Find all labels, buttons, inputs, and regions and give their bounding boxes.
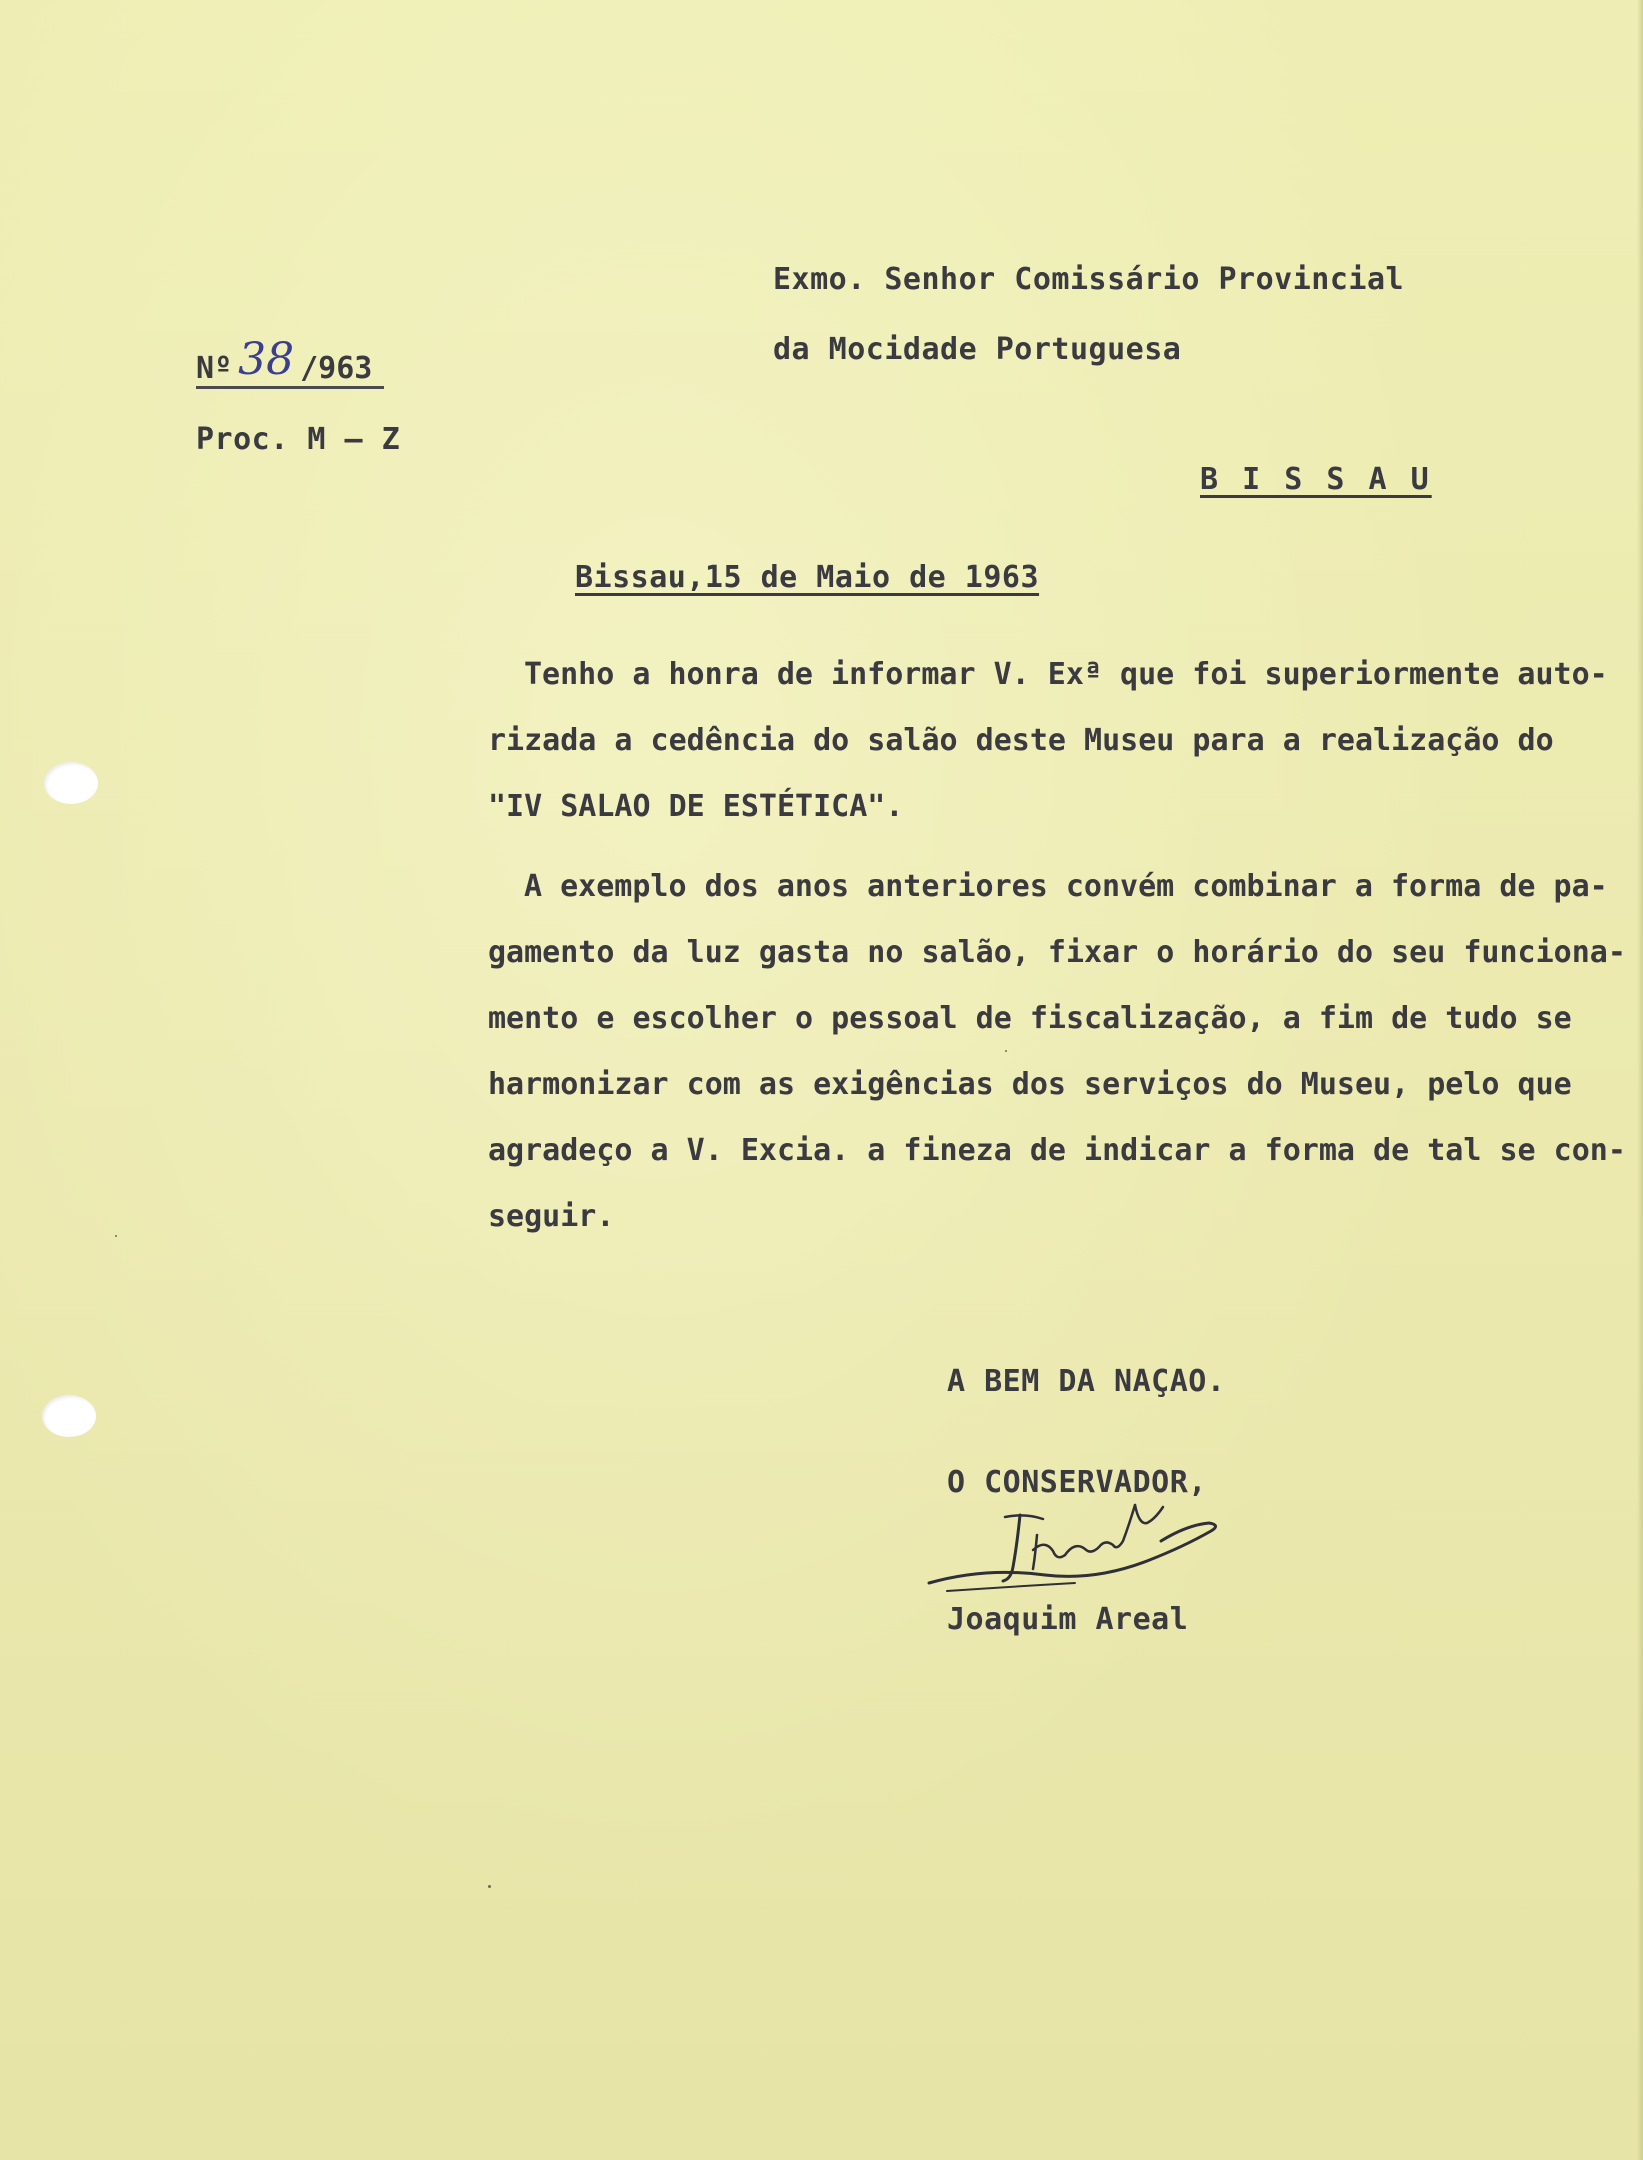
paragraph-2	[488, 869, 1626, 1234]
process-code: Proc. M – Z	[196, 422, 401, 457]
reference-number-handwritten: 38	[238, 334, 295, 385]
paragraph-2-line: agradeço a V. Excia. a fineza de indicar a forma de tal se con-	[488, 1133, 1626, 1168]
letter-date: Bissau,15 de Maio de 1963	[575, 560, 1040, 595]
paper-edge-shadow	[1637, 0, 1643, 2160]
letter-body	[488, 657, 1626, 1234]
punch-hole	[44, 762, 98, 804]
paragraph-2-line: harmonizar com as exigências dos serviços do Museu, pelo que	[488, 1067, 1572, 1102]
paragraph-1-line: rizada a cedência do salão deste Museu para a realização do	[488, 723, 1554, 758]
paragraph-1-line: Tenho a honra de informar V. Exª que foi superiormente auto-	[524, 657, 1608, 692]
paragraph-1-line: "IV SALAO DE ESTÉTICA".	[488, 789, 904, 824]
paragraph-2-line: A exemplo dos anos anteriores convém combinar a forma de pa-	[524, 869, 1608, 904]
punch-hole	[42, 1395, 96, 1437]
reference-underline	[196, 386, 384, 389]
paragraph-2-line: mento e escolher o pessoal de fiscalização, a fim de tudo se	[488, 1001, 1572, 1036]
reference-number-suffix: /963	[300, 351, 373, 386]
reference-number	[196, 334, 373, 386]
paper-speck	[115, 1235, 117, 1237]
closing-salutation: A BEM DA NAÇAO.	[947, 1364, 1226, 1399]
signatory-name: Joaquim Areal	[947, 1602, 1189, 1637]
paragraph-2-line: seguir.	[488, 1199, 615, 1234]
handwritten-signature	[925, 1495, 1225, 1605]
city-heading: B I S S A U	[1200, 462, 1432, 497]
paper-speck	[488, 1885, 491, 1888]
paper-speck	[1005, 1050, 1007, 1052]
paragraph-2-line: gamento da luz gasta no salão, fixar o horário do seu funciona-	[488, 935, 1626, 970]
addressee-line-2: da Mocidade Portuguesa	[773, 332, 1182, 367]
paragraph-1	[488, 657, 1608, 824]
signatory-title: O CONSERVADOR,	[947, 1465, 1207, 1500]
addressee-line-1: Exmo. Senhor Comissário Provincial	[773, 262, 1405, 297]
reference-number-prefix: Nº	[196, 351, 233, 386]
